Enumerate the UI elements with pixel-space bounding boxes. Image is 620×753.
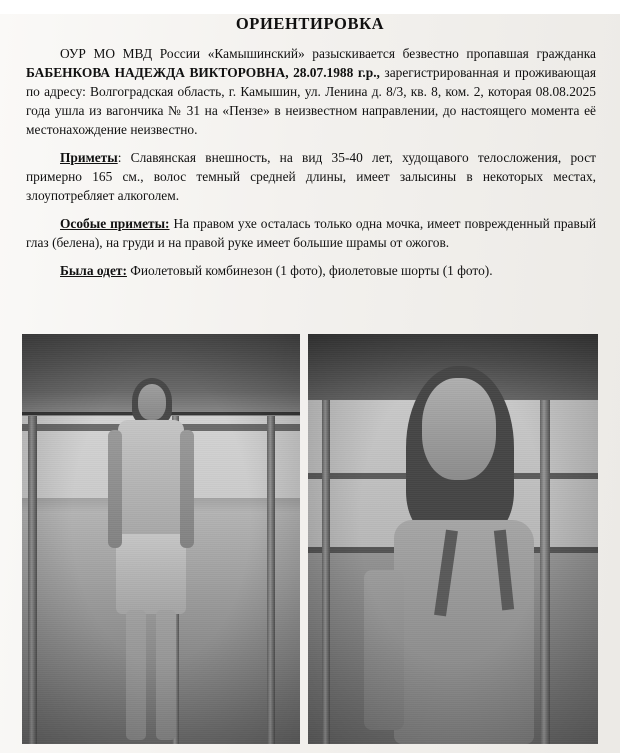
osobye-primety-heading: Особые приметы:	[60, 216, 170, 232]
photo-left-figure-head	[138, 384, 166, 420]
paragraph-intro	[26, 44, 596, 139]
photo-gallery	[22, 334, 598, 744]
photo-right-figure-arm	[364, 570, 404, 730]
photo-left-figure-arm-right	[180, 430, 194, 548]
primety-text: : Славянская внешность, на вид 35-40 лет, худощавого телосложения, рост примерно 165 см., волос темный средней длины, имеет залысины в некоторых местах, злоупотребляет алкоголем.	[26, 150, 596, 204]
odezhda-text: Фиолетовый комбинезон (1 фото), фиолетовые шорты (1 фото).	[126, 263, 493, 279]
photo-right-post-2	[322, 400, 330, 744]
photo-right-figure-torso	[394, 520, 534, 744]
photo-left-figure-arm-left	[108, 430, 122, 548]
missing-person-name: БАБЕНКОВА НАДЕЖДА ВИКТОРОВНА, 28.07.1988 г.р.,	[26, 65, 380, 81]
photo-right-post-1	[540, 400, 550, 744]
paragraph-osobye-primety	[26, 214, 596, 252]
photo-left-figure-shorts	[116, 534, 186, 614]
paragraph-primety	[26, 148, 596, 205]
photo-left-post-1	[28, 416, 37, 744]
photo-left-post-3	[267, 416, 275, 744]
primety-heading: Приметы	[60, 150, 118, 166]
osobye-primety-text: На правом ухе осталась только одна мочка, имеет поврежденный правый глаз (белена), на груди и на правой руке имеет большие шрамы от ожогов.	[26, 216, 596, 251]
paragraph-odezhda	[26, 261, 596, 280]
page-title: ОРИЕНТИРОВКА	[235, 14, 385, 33]
photo-left-figure-leg-left	[126, 610, 146, 740]
document-body	[0, 44, 620, 280]
photo-left-figure-top	[118, 420, 184, 550]
intro-run-3: зарегистрированная и проживающая по адресу: Волгоградская область, г. Камышин, ул. Ленина д. 8/3, кв. 8, ком. 2, которая 08.08.2025 года ушла из вагончика № 31 на «Пензе» в неизвестном направлении, до настоящего момента её местонахождение неизвестно.	[26, 65, 596, 138]
photo-left-figure-leg-right	[156, 610, 176, 740]
odezhda-heading: Была одет:	[60, 263, 127, 279]
photo-right	[308, 334, 598, 744]
photo-left	[22, 334, 300, 744]
intro-run-1: ОУР МО МВД России «Камышинский» разыскивается безвестно пропавшая гражданка	[60, 46, 596, 61]
orientation-document-page	[0, 14, 620, 753]
photo-right-figure-head	[422, 378, 496, 480]
